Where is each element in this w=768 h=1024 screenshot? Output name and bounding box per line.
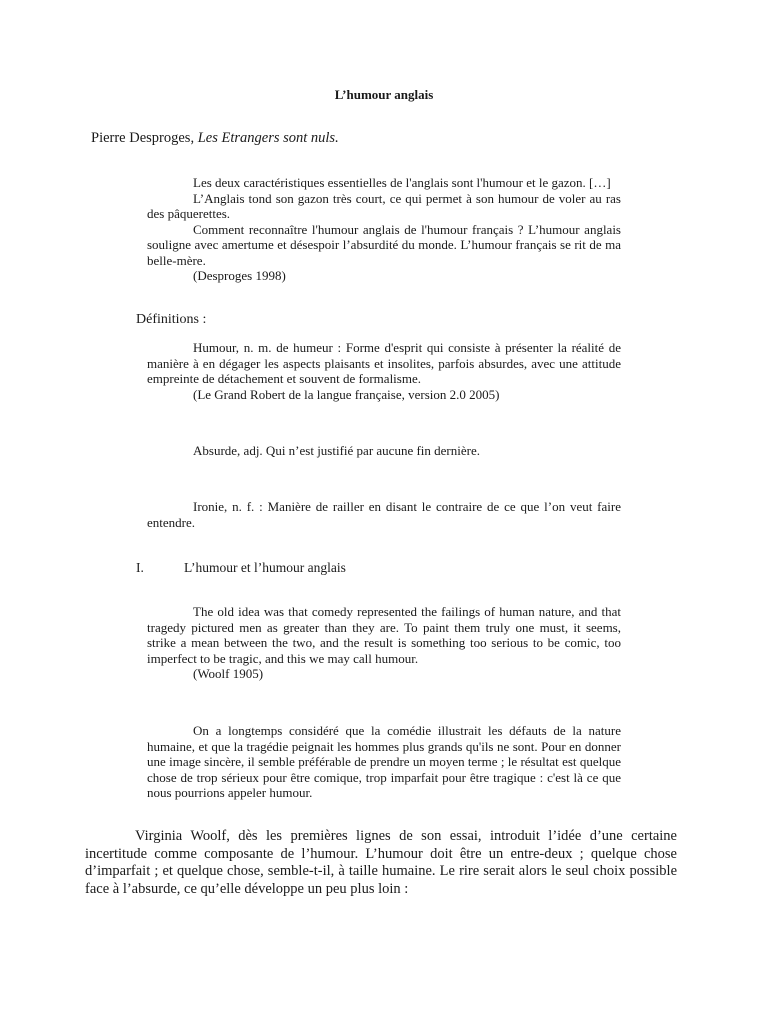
definition-ironie xyxy=(147,499,621,530)
author-line xyxy=(91,130,339,147)
definition-absurde xyxy=(147,443,621,459)
definition-text: Humour, n. m. de humeur : Forme d'esprit qui consiste à présenter la réalité de manière à en dégager les aspects plaisants et insolites, parfois absurdes, avec une attitude empreinte de détachement et souvent de formalisme. xyxy=(147,340,621,386)
quote-paragraph: The old idea was that comedy represented the failings of human nature, and that tragedy pictured men as greater than they are. To paint them truly one must, it seems, strike a mean between the two, and the result is something too serious to be comic, too imperfect to be tragic, and this we may call humour. xyxy=(147,604,621,666)
translation-block xyxy=(147,723,621,801)
quote-reference: (Woolf 1905) xyxy=(193,666,264,681)
body-text: Virginia Woolf, dès les premières lignes de son essai, introduit l’idée d’une certaine incertitude comme composante de l’humour. L’humour doit être un entre-deux ; quelque chose d’imparfait ; et quelque chose, semble-t-il, à taille humaine. Le rire serait alors le seul choix possible face à l’absurde, ce qu’elle développe un peu plus loin : xyxy=(85,828,677,897)
quote-paragraph: Les deux caractéristiques essentielles de l'anglais sont l'humour et le gazon. […] xyxy=(193,175,611,190)
definition-reference: (Le Grand Robert de la langue française, version 2.0 2005) xyxy=(193,386,500,402)
author-name: Pierre Desproges, xyxy=(91,130,198,146)
definition-text: Ironie, n. f. : Manière de railler en disant le contraire de ce que l’on veut faire entendre. xyxy=(147,499,621,530)
page-title: L’humour anglais xyxy=(334,87,434,102)
quote-paragraph: Comment reconnaître l'humour anglais de l'humour français ? L’humour anglais souligne avec amertume et désespoir l’absurdité du monde. L’humour français se rit de ma belle-mère. xyxy=(147,221,621,268)
definitions-heading: Définitions : xyxy=(136,312,207,327)
quote-woolf xyxy=(147,604,621,682)
section-number: I. xyxy=(136,560,144,575)
work-title: Les Etrangers sont nuls. xyxy=(197,130,339,146)
body-paragraph xyxy=(85,828,677,898)
quote-desproges xyxy=(147,175,621,284)
translation-paragraph: On a longtemps considéré que la comédie illustrait les défauts de la nature humaine, et que la tragédie peignait les hommes plus grands qu'ils ne sont. Pour en donner une image sincère, il semble préférable de prendre un moyen terme ; le résultat est quelque chose de trop sérieux pour être comique, trop imparfait pour être tragique : c'est là ce que nous pourrions appeler humour. xyxy=(147,723,621,800)
quote-paragraph: L’Anglais tond son gazon très court, ce qui permet à son humour de voler au ras des pâquerettes. xyxy=(147,190,621,221)
definition-text: Absurde, adj. Qui n’est justifié par aucune fin dernière. xyxy=(193,443,480,458)
definition-humour xyxy=(147,340,621,402)
quote-reference: (Desproges 1998) xyxy=(193,268,286,283)
section-heading xyxy=(136,560,346,576)
section-title: L’humour et l’humour anglais xyxy=(184,560,346,575)
